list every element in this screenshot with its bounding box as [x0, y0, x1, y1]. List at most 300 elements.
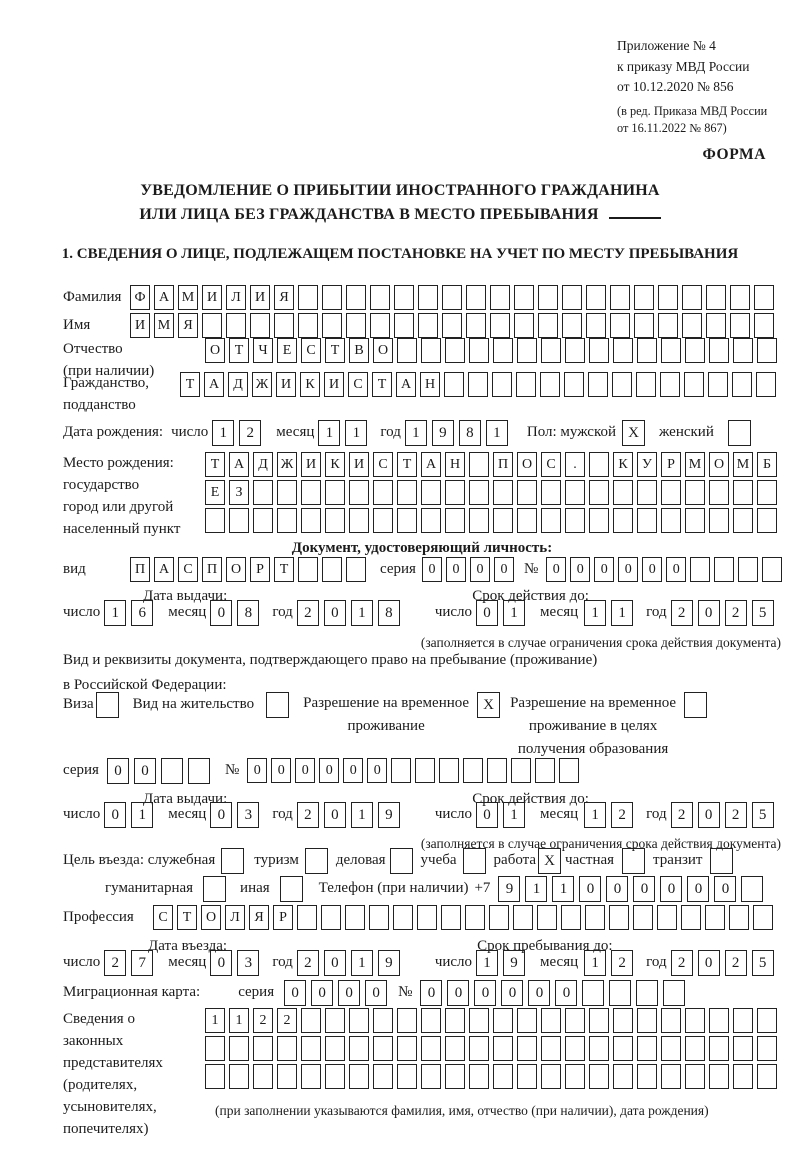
- char-cell[interactable]: К: [300, 372, 320, 397]
- char-cell[interactable]: [229, 508, 249, 533]
- char-cell[interactable]: [754, 285, 774, 310]
- char-cell[interactable]: 9: [498, 876, 520, 902]
- char-cell[interactable]: [609, 980, 631, 1006]
- char-cell[interactable]: [397, 1036, 417, 1061]
- char-cell[interactable]: [421, 1008, 441, 1033]
- char-cell[interactable]: 2: [671, 600, 693, 626]
- char-cell[interactable]: [589, 338, 609, 363]
- char-cell[interactable]: 1: [405, 420, 427, 446]
- char-cell[interactable]: 0: [474, 980, 496, 1006]
- char-cell[interactable]: [709, 508, 729, 533]
- char-cell[interactable]: [469, 1008, 489, 1033]
- char-cell[interactable]: О: [201, 905, 221, 930]
- char-cell[interactable]: 1: [611, 600, 633, 626]
- char-cell[interactable]: [516, 372, 536, 397]
- char-cell[interactable]: 2: [725, 950, 747, 976]
- char-cell[interactable]: [301, 480, 321, 505]
- char-cell[interactable]: [709, 1036, 729, 1061]
- char-cell[interactable]: [297, 905, 317, 930]
- char-cell[interactable]: [253, 1036, 273, 1061]
- char-cell[interactable]: [517, 1036, 537, 1061]
- char-cell[interactable]: [637, 1008, 657, 1033]
- char-cell[interactable]: 2: [297, 950, 319, 976]
- char-cell[interactable]: Н: [445, 452, 465, 477]
- char-cell[interactable]: 0: [420, 980, 442, 1006]
- char-cell[interactable]: [562, 285, 582, 310]
- sex-male-checkbox[interactable]: X: [622, 420, 645, 446]
- char-cell[interactable]: 0: [422, 557, 442, 582]
- char-cell[interactable]: [610, 285, 630, 310]
- char-cell[interactable]: С: [541, 452, 561, 477]
- char-cell[interactable]: 1: [205, 1008, 225, 1033]
- char-cell[interactable]: 0: [494, 557, 514, 582]
- char-cell[interactable]: [325, 508, 345, 533]
- char-cell[interactable]: [415, 758, 435, 783]
- char-cell[interactable]: 0: [687, 876, 709, 902]
- char-cell[interactable]: Ж: [252, 372, 272, 397]
- char-cell[interactable]: [322, 285, 342, 310]
- char-cell[interactable]: [277, 480, 297, 505]
- char-cell[interactable]: [517, 1008, 537, 1033]
- char-cell[interactable]: [493, 1064, 513, 1089]
- char-cell[interactable]: [397, 508, 417, 533]
- char-cell[interactable]: [612, 372, 632, 397]
- char-cell[interactable]: С: [178, 557, 198, 582]
- char-cell[interactable]: [613, 1036, 633, 1061]
- char-cell[interactable]: О: [205, 338, 225, 363]
- char-cell[interactable]: 0: [324, 950, 346, 976]
- char-cell[interactable]: [613, 1008, 633, 1033]
- char-cell[interactable]: [373, 480, 393, 505]
- purpose-other-checkbox[interactable]: [280, 876, 303, 902]
- char-cell[interactable]: [397, 1008, 417, 1033]
- char-cell[interactable]: 9: [378, 802, 400, 828]
- char-cell[interactable]: [325, 1064, 345, 1089]
- purpose-official-checkbox[interactable]: [221, 848, 244, 874]
- char-cell[interactable]: Ж: [277, 452, 297, 477]
- char-cell[interactable]: .: [565, 452, 585, 477]
- char-cell[interactable]: 2: [297, 802, 319, 828]
- char-cell[interactable]: [661, 338, 681, 363]
- char-cell[interactable]: 1: [525, 876, 547, 902]
- char-cell[interactable]: [298, 285, 318, 310]
- char-cell[interactable]: [589, 1008, 609, 1033]
- char-cell[interactable]: 0: [528, 980, 550, 1006]
- char-cell[interactable]: [685, 508, 705, 533]
- char-cell[interactable]: 1: [503, 600, 525, 626]
- char-cell[interactable]: 1: [131, 802, 153, 828]
- char-cell[interactable]: [421, 480, 441, 505]
- char-cell[interactable]: [469, 452, 489, 477]
- char-cell[interactable]: [469, 1036, 489, 1061]
- char-cell[interactable]: [322, 557, 342, 582]
- char-cell[interactable]: [250, 313, 270, 338]
- char-cell[interactable]: [439, 758, 459, 783]
- temp-residence-edu-checkbox[interactable]: [684, 692, 707, 718]
- char-cell[interactable]: Т: [229, 338, 249, 363]
- char-cell[interactable]: 0: [107, 758, 129, 784]
- char-cell[interactable]: [589, 508, 609, 533]
- char-cell[interactable]: 0: [606, 876, 628, 902]
- char-cell[interactable]: [205, 1064, 225, 1089]
- char-cell[interactable]: [730, 285, 750, 310]
- char-cell[interactable]: [493, 338, 513, 363]
- char-cell[interactable]: [685, 1064, 705, 1089]
- char-cell[interactable]: [637, 1036, 657, 1061]
- char-cell[interactable]: С: [301, 338, 321, 363]
- char-cell[interactable]: [610, 313, 630, 338]
- char-cell[interactable]: [421, 508, 441, 533]
- char-cell[interactable]: О: [226, 557, 246, 582]
- char-cell[interactable]: 2: [239, 420, 261, 446]
- char-cell[interactable]: [493, 1008, 513, 1033]
- char-cell[interactable]: 0: [447, 980, 469, 1006]
- char-cell[interactable]: [741, 876, 763, 902]
- char-cell[interactable]: [565, 1008, 585, 1033]
- char-cell[interactable]: [397, 1064, 417, 1089]
- char-cell[interactable]: 2: [277, 1008, 297, 1033]
- char-cell[interactable]: 0: [579, 876, 601, 902]
- char-cell[interactable]: [298, 557, 318, 582]
- char-cell[interactable]: [301, 1036, 321, 1061]
- char-cell[interactable]: Т: [205, 452, 225, 477]
- char-cell[interactable]: [517, 1064, 537, 1089]
- char-cell[interactable]: А: [154, 557, 174, 582]
- char-cell[interactable]: [565, 1064, 585, 1089]
- char-cell[interactable]: 1: [104, 600, 126, 626]
- char-cell[interactable]: М: [733, 452, 753, 477]
- char-cell[interactable]: [468, 372, 488, 397]
- char-cell[interactable]: [685, 338, 705, 363]
- char-cell[interactable]: [541, 1064, 561, 1089]
- char-cell[interactable]: С: [348, 372, 368, 397]
- char-cell[interactable]: [588, 372, 608, 397]
- char-cell[interactable]: [253, 508, 273, 533]
- char-cell[interactable]: 2: [611, 950, 633, 976]
- char-cell[interactable]: [637, 1064, 657, 1089]
- char-cell[interactable]: [418, 285, 438, 310]
- char-cell[interactable]: [634, 313, 654, 338]
- char-cell[interactable]: [586, 285, 606, 310]
- char-cell[interactable]: Т: [397, 452, 417, 477]
- char-cell[interactable]: 0: [501, 980, 523, 1006]
- char-cell[interactable]: 0: [698, 600, 720, 626]
- char-cell[interactable]: М: [685, 452, 705, 477]
- char-cell[interactable]: [205, 508, 225, 533]
- char-cell[interactable]: [733, 1036, 753, 1061]
- char-cell[interactable]: [661, 508, 681, 533]
- char-cell[interactable]: 0: [365, 980, 387, 1006]
- char-cell[interactable]: А: [396, 372, 416, 397]
- char-cell[interactable]: [589, 1036, 609, 1061]
- char-cell[interactable]: 3: [237, 802, 259, 828]
- char-cell[interactable]: О: [709, 452, 729, 477]
- char-cell[interactable]: [709, 480, 729, 505]
- char-cell[interactable]: [397, 338, 417, 363]
- char-cell[interactable]: [321, 905, 341, 930]
- char-cell[interactable]: И: [202, 285, 222, 310]
- char-cell[interactable]: [754, 313, 774, 338]
- char-cell[interactable]: 1: [351, 950, 373, 976]
- char-cell[interactable]: 0: [446, 557, 466, 582]
- char-cell[interactable]: А: [229, 452, 249, 477]
- char-cell[interactable]: Р: [661, 452, 681, 477]
- char-cell[interactable]: [682, 313, 702, 338]
- char-cell[interactable]: [681, 905, 701, 930]
- char-cell[interactable]: [349, 1036, 369, 1061]
- char-cell[interactable]: [161, 758, 183, 784]
- char-cell[interactable]: 0: [247, 758, 267, 783]
- char-cell[interactable]: 0: [271, 758, 291, 783]
- char-cell[interactable]: А: [421, 452, 441, 477]
- temp-residence-checkbox[interactable]: X: [477, 692, 500, 718]
- char-cell[interactable]: [394, 313, 414, 338]
- char-cell[interactable]: [444, 372, 464, 397]
- char-cell[interactable]: [756, 372, 776, 397]
- char-cell[interactable]: 3: [237, 950, 259, 976]
- char-cell[interactable]: С: [373, 452, 393, 477]
- char-cell[interactable]: [301, 508, 321, 533]
- char-cell[interactable]: Ф: [130, 285, 150, 310]
- char-cell[interactable]: Д: [253, 452, 273, 477]
- char-cell[interactable]: [490, 313, 510, 338]
- char-cell[interactable]: 1: [212, 420, 234, 446]
- char-cell[interactable]: Т: [274, 557, 294, 582]
- char-cell[interactable]: [663, 980, 685, 1006]
- char-cell[interactable]: Т: [177, 905, 197, 930]
- char-cell[interactable]: [373, 508, 393, 533]
- char-cell[interactable]: [489, 905, 509, 930]
- char-cell[interactable]: [369, 905, 389, 930]
- char-cell[interactable]: И: [324, 372, 344, 397]
- char-cell[interactable]: 0: [210, 802, 232, 828]
- char-cell[interactable]: 2: [671, 950, 693, 976]
- char-cell[interactable]: 1: [351, 802, 373, 828]
- char-cell[interactable]: [733, 508, 753, 533]
- purpose-tourism-checkbox[interactable]: [305, 848, 328, 874]
- char-cell[interactable]: 0: [698, 802, 720, 828]
- char-cell[interactable]: 0: [210, 950, 232, 976]
- char-cell[interactable]: [613, 508, 633, 533]
- char-cell[interactable]: [613, 480, 633, 505]
- char-cell[interactable]: [493, 1036, 513, 1061]
- char-cell[interactable]: [738, 557, 758, 582]
- char-cell[interactable]: [658, 313, 678, 338]
- char-cell[interactable]: Б: [757, 452, 777, 477]
- char-cell[interactable]: 9: [378, 950, 400, 976]
- char-cell[interactable]: [585, 905, 605, 930]
- char-cell[interactable]: [589, 452, 609, 477]
- char-cell[interactable]: [346, 557, 366, 582]
- char-cell[interactable]: [708, 372, 728, 397]
- char-cell[interactable]: П: [202, 557, 222, 582]
- char-cell[interactable]: Л: [225, 905, 245, 930]
- char-cell[interactable]: М: [178, 285, 198, 310]
- char-cell[interactable]: [418, 313, 438, 338]
- char-cell[interactable]: [511, 758, 531, 783]
- char-cell[interactable]: 1: [476, 950, 498, 976]
- char-cell[interactable]: И: [130, 313, 150, 338]
- char-cell[interactable]: [705, 905, 725, 930]
- char-cell[interactable]: [613, 1064, 633, 1089]
- char-cell[interactable]: [514, 313, 534, 338]
- char-cell[interactable]: [277, 1036, 297, 1061]
- char-cell[interactable]: [373, 1064, 393, 1089]
- char-cell[interactable]: 2: [671, 802, 693, 828]
- char-cell[interactable]: [517, 338, 537, 363]
- char-cell[interactable]: 0: [210, 600, 232, 626]
- char-cell[interactable]: [325, 1036, 345, 1061]
- char-cell[interactable]: [541, 1036, 561, 1061]
- char-cell[interactable]: [391, 758, 411, 783]
- char-cell[interactable]: [325, 480, 345, 505]
- char-cell[interactable]: И: [301, 452, 321, 477]
- char-cell[interactable]: 1: [318, 420, 340, 446]
- char-cell[interactable]: [277, 508, 297, 533]
- char-cell[interactable]: [757, 480, 777, 505]
- char-cell[interactable]: [445, 1064, 465, 1089]
- char-cell[interactable]: [469, 480, 489, 505]
- char-cell[interactable]: И: [250, 285, 270, 310]
- char-cell[interactable]: [535, 758, 555, 783]
- char-cell[interactable]: [346, 313, 366, 338]
- char-cell[interactable]: 0: [367, 758, 387, 783]
- char-cell[interactable]: 1: [552, 876, 574, 902]
- char-cell[interactable]: [714, 557, 734, 582]
- char-cell[interactable]: [298, 313, 318, 338]
- char-cell[interactable]: А: [204, 372, 224, 397]
- char-cell[interactable]: [445, 1036, 465, 1061]
- char-cell[interactable]: И: [349, 452, 369, 477]
- char-cell[interactable]: [370, 313, 390, 338]
- char-cell[interactable]: 0: [714, 876, 736, 902]
- char-cell[interactable]: 7: [131, 950, 153, 976]
- char-cell[interactable]: [706, 285, 726, 310]
- char-cell[interactable]: [589, 1064, 609, 1089]
- char-cell[interactable]: Д: [228, 372, 248, 397]
- char-cell[interactable]: 5: [752, 600, 774, 626]
- char-cell[interactable]: О: [373, 338, 393, 363]
- char-cell[interactable]: 1: [503, 802, 525, 828]
- char-cell[interactable]: [729, 905, 749, 930]
- char-cell[interactable]: 2: [611, 802, 633, 828]
- purpose-work-checkbox[interactable]: X: [538, 848, 561, 874]
- char-cell[interactable]: 0: [284, 980, 306, 1006]
- char-cell[interactable]: К: [613, 452, 633, 477]
- char-cell[interactable]: [492, 372, 512, 397]
- char-cell[interactable]: 0: [134, 758, 156, 784]
- char-cell[interactable]: [537, 905, 557, 930]
- char-cell[interactable]: [202, 313, 222, 338]
- char-cell[interactable]: 0: [324, 802, 346, 828]
- char-cell[interactable]: [301, 1064, 321, 1089]
- char-cell[interactable]: [421, 1064, 441, 1089]
- char-cell[interactable]: [517, 480, 537, 505]
- char-cell[interactable]: [730, 313, 750, 338]
- char-cell[interactable]: 1: [229, 1008, 249, 1033]
- char-cell[interactable]: 0: [311, 980, 333, 1006]
- char-cell[interactable]: [541, 508, 561, 533]
- char-cell[interactable]: [445, 1008, 465, 1033]
- char-cell[interactable]: [559, 758, 579, 783]
- char-cell[interactable]: [445, 338, 465, 363]
- char-cell[interactable]: 0: [476, 600, 498, 626]
- char-cell[interactable]: 0: [660, 876, 682, 902]
- char-cell[interactable]: [301, 1008, 321, 1033]
- char-cell[interactable]: 2: [297, 600, 319, 626]
- char-cell[interactable]: [709, 1008, 729, 1033]
- char-cell[interactable]: [442, 285, 462, 310]
- char-cell[interactable]: [466, 285, 486, 310]
- char-cell[interactable]: [188, 758, 210, 784]
- char-cell[interactable]: 5: [752, 950, 774, 976]
- char-cell[interactable]: 2: [725, 600, 747, 626]
- visa-checkbox[interactable]: [96, 692, 119, 718]
- char-cell[interactable]: 8: [378, 600, 400, 626]
- char-cell[interactable]: [682, 285, 702, 310]
- char-cell[interactable]: [733, 480, 753, 505]
- char-cell[interactable]: [226, 313, 246, 338]
- char-cell[interactable]: [757, 508, 777, 533]
- char-cell[interactable]: 1: [584, 802, 606, 828]
- char-cell[interactable]: 0: [666, 557, 686, 582]
- char-cell[interactable]: А: [154, 285, 174, 310]
- char-cell[interactable]: [657, 905, 677, 930]
- char-cell[interactable]: [229, 1036, 249, 1061]
- char-cell[interactable]: 6: [131, 600, 153, 626]
- char-cell[interactable]: [753, 905, 773, 930]
- char-cell[interactable]: [469, 1064, 489, 1089]
- char-cell[interactable]: 5: [752, 802, 774, 828]
- char-cell[interactable]: [690, 557, 710, 582]
- char-cell[interactable]: [514, 285, 534, 310]
- char-cell[interactable]: [582, 980, 604, 1006]
- char-cell[interactable]: С: [153, 905, 173, 930]
- char-cell[interactable]: [417, 905, 437, 930]
- char-cell[interactable]: [633, 905, 653, 930]
- char-cell[interactable]: Н: [420, 372, 440, 397]
- char-cell[interactable]: [229, 1064, 249, 1089]
- char-cell[interactable]: [685, 1036, 705, 1061]
- char-cell[interactable]: [253, 480, 273, 505]
- char-cell[interactable]: Т: [180, 372, 200, 397]
- char-cell[interactable]: М: [154, 313, 174, 338]
- char-cell[interactable]: [562, 313, 582, 338]
- char-cell[interactable]: 0: [476, 802, 498, 828]
- char-cell[interactable]: 9: [503, 950, 525, 976]
- char-cell[interactable]: 0: [319, 758, 339, 783]
- char-cell[interactable]: 8: [237, 600, 259, 626]
- char-cell[interactable]: [349, 1008, 369, 1033]
- char-cell[interactable]: [658, 285, 678, 310]
- char-cell[interactable]: [445, 480, 465, 505]
- char-cell[interactable]: [277, 1064, 297, 1089]
- char-cell[interactable]: [634, 285, 654, 310]
- char-cell[interactable]: 1: [351, 600, 373, 626]
- char-cell[interactable]: [565, 1036, 585, 1061]
- char-cell[interactable]: [253, 1064, 273, 1089]
- char-cell[interactable]: [613, 338, 633, 363]
- char-cell[interactable]: [565, 338, 585, 363]
- char-cell[interactable]: Л: [226, 285, 246, 310]
- char-cell[interactable]: [637, 480, 657, 505]
- char-cell[interactable]: [513, 905, 533, 930]
- char-cell[interactable]: [373, 1008, 393, 1033]
- char-cell[interactable]: [636, 980, 658, 1006]
- char-cell[interactable]: [733, 1064, 753, 1089]
- char-cell[interactable]: Т: [372, 372, 392, 397]
- sex-female-checkbox[interactable]: [728, 420, 751, 446]
